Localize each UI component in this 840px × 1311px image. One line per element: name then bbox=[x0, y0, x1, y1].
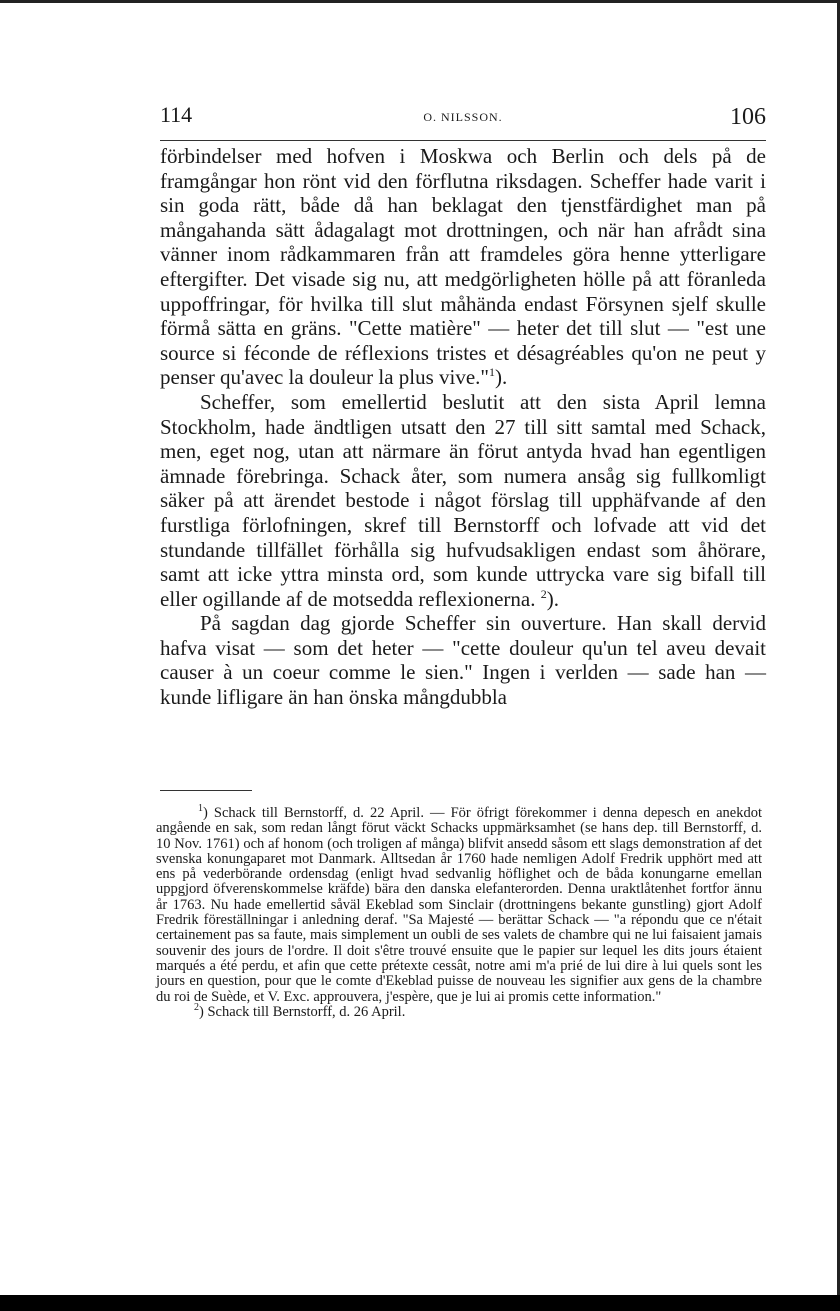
footnotes bbox=[156, 803, 762, 1020]
footnote-1-mark: 1 bbox=[198, 803, 203, 815]
footnote-2 bbox=[156, 1002, 762, 1020]
paragraph-2 bbox=[160, 390, 766, 611]
footnote-1 bbox=[156, 803, 762, 1005]
main-text bbox=[160, 144, 766, 710]
footnote-2-mark: 2 bbox=[194, 1002, 199, 1014]
page-number-right: 106 bbox=[730, 104, 766, 130]
footnote-ref-1: 1 bbox=[489, 365, 495, 380]
header-rule bbox=[160, 140, 766, 141]
paragraph-3: På sagdan dag gjorde Scheffer sin ouverture. Han skall dervid hafva visat — som det heter — "cette douleur qu'un tel aveu devait causer à un coeur comme le sien." Ingen i verlden — sade han — kunde lifligare än han önska mångdubbla bbox=[160, 611, 766, 710]
footnote-1-text: ) Schack till Bernstorff, d. 22 April. — För öfrigt förekommer i denna depesch en anekdot angående en sak, som redan långt förut väckt Schacks uppmärksamhet (se hans dep. till Bernstorff, d. 10 Nov. 1761) och af honom (och troligen af många) blifvit ansedd såsom ett slags demonstration af det svenska konungaparet mot Danmark. Alltsedan år 1760 hade nemligen Adolf Fredrik upphört med att ens på vederbörande ordensdag (enligt hvad sedvanlig höflighet och de båda konungarne emellan uppgjord öfverenskommelse kräfde) bära den danska elefanterorden. Denna uraktlåtenhet fortfor ännu år 1763. Nu hade emellertid såväl Ekeblad som Sinclair (drottningens bekante gunstling) gjort Adolf Fredrik föreställningar i anledning deraf. "Sa Majesté — berättar Schack — "a répondu que ce n'était certainement pas sa faute, mais simplement un oubli de ses valets de chambre qui ne lui faisaient jamais souvenir des jours de l'ordre. Il doit s'être trouvé ensuite que le papier sur lequel les dits jours étaient marqués a été perdu, et afin que cette prétexte cessât, notre ami m'a prié de lui dire à lui quels sont les jours en question, pour que le comte d'Ekeblad puisse de nouveau les signifier aux gens de la chambre du roi de Suède, et V. Exc. approuvera, j'espère, que je lui ai promis cette information." bbox=[156, 805, 762, 1005]
page-header bbox=[160, 98, 766, 134]
paragraph-1-end: ). bbox=[495, 365, 508, 390]
paragraph-1 bbox=[160, 144, 766, 390]
footnote-2-text: ) Schack till Bernstorff, d. 26 April. bbox=[199, 1003, 406, 1020]
paragraph-2-text: Scheffer, som emellertid beslutit att den sista April lemna Stockholm, hade ändtligen utsatt den 27 till sitt samtal med Schack, men, eget nog, utan att närmare än förut antyda hvad han egentligen ämnade förebringa. Schack åter, som numera ansåg sig fullkomligt säker på att ärendet bestode i något förslag till upphäfvande af den furstliga förlofningen, skref till Bernstorff och lofvade att vid det stundande tillfället förhålla sig hufvudsakligen endast som åhörare, samt att icke yttra minsta ord, som kunde uttrycka vare sig bifall till eller ogillande af de motsedda reflexionerna. bbox=[160, 389, 766, 611]
page-number-left: 114 bbox=[160, 102, 193, 127]
footnote-ref-2: 2 bbox=[540, 586, 547, 601]
paragraph-2-end: ). bbox=[546, 586, 559, 611]
running-head: O. NILSSON. bbox=[423, 110, 503, 124]
footnote-rule bbox=[160, 790, 252, 791]
paragraph-1-text: förbindelser med hofven i Moskwa och Berlin och dels på de framgångar hon rönt vid den förflutna riksdagen. Scheffer hade varit i sin goda rätt, både då han beklagat den tjenstfärdighet man på mångahanda sätt ådagalagt mot drottningen, och när han afrådt sina vänner inom rådkammaren från att framdeles göra henne ytterligare eftergifter. Det visade sig nu, att medgörligheten hölle på att föranleda uppoffringar, för hvilka till slut måhända endast Försynen sjelf skulle förmå sätta en gräns. "Cette matière" — heter det till slut — "est une source si féconde de réflexions tristes et désagréables qu'on ne peut y penser qu'avec la douleur la plus vive." bbox=[160, 144, 766, 390]
scan-top-edge bbox=[0, 0, 840, 3]
scan-bottom-edge bbox=[0, 1295, 840, 1311]
